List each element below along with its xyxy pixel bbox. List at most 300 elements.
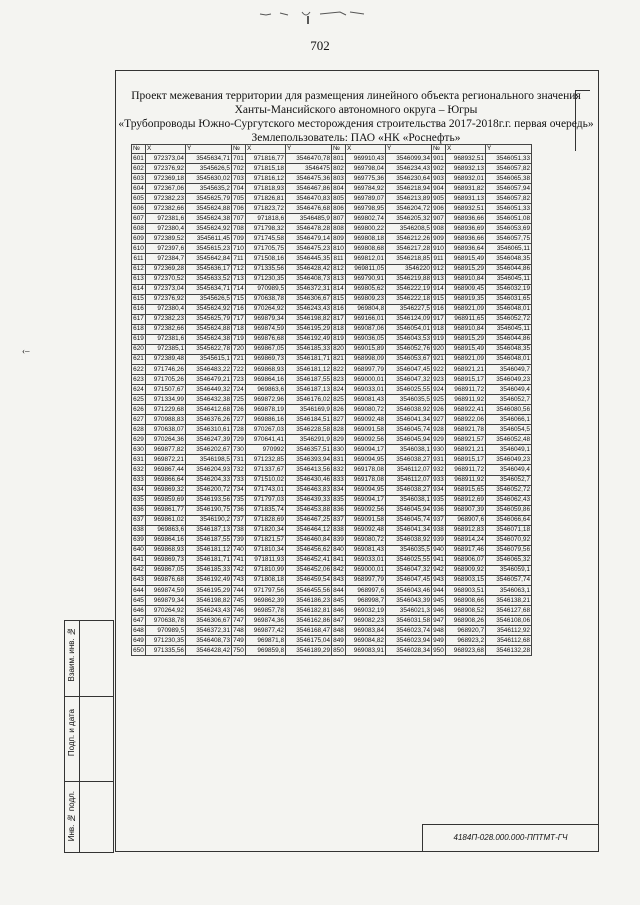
table-cell: 707 (232, 214, 246, 224)
table-cell: 606 (132, 204, 146, 214)
table-cell: 969859,69 (146, 495, 186, 505)
table-cell: 827 (332, 415, 346, 425)
table-cell: 3546187,13 (286, 385, 332, 395)
table-row (132, 465, 532, 475)
table-cell: 969083,91 (346, 646, 386, 656)
table-cell: 969868,93 (146, 545, 186, 555)
table-cell: 971811,93 (246, 555, 286, 565)
table-cell: 969861,77 (146, 505, 186, 515)
table-header-cell: X (346, 145, 386, 154)
table-cell: 968911,72 (446, 465, 486, 475)
table-cell: 925 (432, 395, 446, 405)
table-cell: 968906,07 (446, 555, 486, 565)
table-cell: 837 (332, 515, 346, 525)
table-cell: 969876,68 (246, 334, 286, 344)
table-cell: 3546065,38 (486, 174, 532, 184)
table-cell: 710 (232, 244, 246, 254)
table-cell: 939 (432, 535, 446, 545)
table-cell: 971826,81 (246, 194, 286, 204)
table-cell: 972382,66 (146, 204, 186, 214)
table-cell: 623 (132, 375, 146, 385)
table-cell: 737 (232, 515, 246, 525)
table-cell: 3545642,84 (186, 254, 232, 264)
table-cell: 969784,92 (346, 184, 386, 194)
table-cell: 909 (432, 234, 446, 244)
table-cell: 3546021,3 (386, 606, 432, 616)
table-row (132, 405, 532, 415)
table-cell: 719 (232, 334, 246, 344)
table-cell: 801 (332, 154, 346, 164)
table-cell: 947 (432, 616, 446, 626)
table-cell: 971232,85 (246, 455, 286, 465)
table-cell: 610 (132, 244, 146, 254)
table-header-cell: Y (286, 145, 332, 154)
table-row (132, 606, 532, 616)
table-cell: 839 (332, 535, 346, 545)
table-cell: 969789,07 (346, 194, 386, 204)
table-cell: 3546048,35 (486, 254, 532, 264)
table-row (132, 395, 532, 405)
table-cell: 632 (132, 465, 146, 475)
table-cell: 970992 (246, 445, 286, 455)
table-cell: 3546185,33 (186, 565, 232, 575)
table-row (132, 455, 532, 465)
table-cell: 3546059,1 (486, 565, 532, 575)
table-cell: 968908,66 (446, 596, 486, 606)
table-cell: 971705,75 (246, 244, 286, 254)
table-cell: 968912,69 (446, 495, 486, 505)
table-cell: 3546430,46 (286, 475, 332, 485)
table-cell: 3546217,28 (386, 244, 432, 254)
table-cell: 3546038,92 (386, 405, 432, 415)
header-line-4: Землепользователь: ПАО «НК «Роснефть» (251, 132, 461, 144)
table-row (132, 294, 532, 304)
table-row (132, 515, 532, 525)
table-cell: 721 (232, 354, 246, 364)
table-cell: 969864,16 (246, 375, 286, 385)
table-cell: 750 (232, 646, 246, 656)
table-cell: 3546112,07 (386, 475, 432, 485)
table-cell: 3546408,73 (286, 274, 332, 284)
table-cell: 969804,8 (346, 304, 386, 314)
table-cell: 969876,68 (146, 575, 186, 585)
table-cell: 928 (432, 425, 446, 435)
margin-mark: ‹– (22, 346, 30, 356)
table-cell: 648 (132, 626, 146, 636)
table-cell: 968997,79 (346, 364, 386, 374)
table-cell: 971510,02 (246, 475, 286, 485)
table-row (132, 354, 532, 364)
table-cell: 969092,56 (346, 505, 386, 515)
table-cell: 704 (232, 184, 246, 194)
table-cell: 3546187,55 (286, 375, 332, 385)
table-cell: 647 (132, 616, 146, 626)
table-cell: 814 (332, 284, 346, 294)
table-cell: 968923,68 (446, 646, 486, 656)
table-cell: 3546200,72 (186, 485, 232, 495)
table-cell: 969808,68 (346, 244, 386, 254)
table-cell: 644 (132, 586, 146, 596)
table-cell: 971229,68 (146, 405, 186, 415)
table-cell: 970638,07 (146, 425, 186, 435)
table-cell: 810 (332, 244, 346, 254)
table-row (132, 495, 532, 505)
scan-marks (250, 6, 380, 26)
table-cell: 969178,08 (346, 475, 386, 485)
table-cell: 702 (232, 164, 246, 174)
table-cell: 3546193,56 (186, 495, 232, 505)
table-cell: 3546070,92 (486, 535, 532, 545)
table-cell: 3546310,61 (186, 425, 232, 435)
table-cell: 739 (232, 535, 246, 545)
table-cell: 937 (432, 515, 446, 525)
table-cell: 3546198,82 (286, 314, 332, 324)
table-cell: 720 (232, 344, 246, 354)
table-cell: 968915,17 (446, 455, 486, 465)
table-header-cell: Y (186, 145, 232, 154)
table-cell: 626 (132, 405, 146, 415)
table-cell: 968931,13 (446, 194, 486, 204)
table-row (132, 274, 532, 284)
table-cell: 744 (232, 586, 246, 596)
table-row (132, 505, 532, 515)
table-cell: 727 (232, 415, 246, 425)
table-cell: 3546208,5 (386, 224, 432, 234)
table-cell: 826 (332, 405, 346, 415)
table-cell: 969877,42 (246, 626, 286, 636)
table-cell: 3546204,93 (186, 465, 232, 475)
table-cell: 915 (432, 294, 446, 304)
table-cell: 819 (332, 334, 346, 344)
table-cell: 3546053,69 (486, 224, 532, 234)
table-row (132, 324, 532, 334)
table-cell: 969091,58 (346, 425, 386, 435)
table-cell: 970989,5 (146, 626, 186, 636)
table-cell: 922 (432, 364, 446, 374)
table-cell: 3546052,76 (386, 344, 432, 354)
table-cell: 3546428,42 (286, 264, 332, 274)
table-cell: 906 (432, 204, 446, 214)
table-cell: 3546051,33 (486, 154, 532, 164)
table-cell: 3546227,5 (386, 304, 432, 314)
table-cell: 902 (432, 164, 446, 174)
table-cell: 969863,6 (146, 525, 186, 535)
table-cell: 933 (432, 475, 446, 485)
table-cell: 968997,6 (346, 586, 386, 596)
table-cell: 3545630,02 (186, 174, 232, 184)
table-cell: 969869,73 (246, 354, 286, 364)
table-cell: 972376,92 (146, 294, 186, 304)
table-cell: 969869,73 (146, 555, 186, 565)
table-cell: 971816,12 (246, 174, 286, 184)
table-cell: 3546045,11 (486, 324, 532, 334)
table-cell: 969877,82 (146, 445, 186, 455)
table-cell: 969033,01 (346, 555, 386, 565)
table-cell: 3546247,39 (186, 435, 232, 445)
table-cell: 968922,41 (446, 405, 486, 415)
table-cell: 3546485,9 (286, 214, 332, 224)
table-cell: 3546456,62 (286, 545, 332, 555)
table-cell: 971334,99 (146, 395, 186, 405)
table-header-cell: X (446, 145, 486, 154)
table-cell: 969802,74 (346, 214, 386, 224)
table-row (132, 425, 532, 435)
table-cell: 972389,52 (146, 234, 186, 244)
table-cell: 604 (132, 184, 146, 194)
table-cell: 970989,5 (246, 284, 286, 294)
table-cell: 3546453,88 (286, 505, 332, 515)
table-cell: 969864,16 (146, 535, 186, 545)
table-cell: 3546049,23 (486, 455, 532, 465)
table-cell: 3546052,72 (486, 485, 532, 495)
table-cell: 3546025,55 (386, 555, 432, 565)
table-cell: 971337,67 (246, 465, 286, 475)
table-cell: 3546025,55 (386, 385, 432, 395)
table-cell: 969084,82 (346, 636, 386, 646)
table-cell: 929 (432, 435, 446, 445)
table-cell: 3546044,86 (486, 334, 532, 344)
table-cell: 649 (132, 636, 146, 646)
table-cell: 3546038,27 (386, 485, 432, 495)
table-cell: 3546243,43 (186, 606, 232, 616)
table-cell: 968915,17 (446, 375, 486, 385)
table-cell: 849 (332, 636, 346, 646)
table-cell: 907 (432, 214, 446, 224)
table-cell: 3546112,07 (386, 465, 432, 475)
table-cell: 3546459,54 (286, 575, 332, 585)
table-cell: 3545624,38 (186, 334, 232, 344)
table-cell: 968914,24 (446, 535, 486, 545)
table-cell: 645 (132, 596, 146, 606)
table-row (132, 445, 532, 455)
table-header-cell: Y (486, 145, 532, 154)
table-cell: 971508,16 (246, 254, 286, 264)
table-cell: 3546181,12 (286, 364, 332, 374)
table-cell: 935 (432, 495, 446, 505)
table-cell: 968912,83 (446, 525, 486, 535)
table-cell: 3546432,38 (186, 395, 232, 405)
table-cell: 3546045,74 (386, 515, 432, 525)
table-cell: 3546219,88 (386, 274, 432, 284)
table-cell: 3546052,72 (486, 314, 532, 324)
table-cell: 709 (232, 234, 246, 244)
table-cell: 811 (332, 254, 346, 264)
table-cell: 969032,19 (346, 606, 386, 616)
table-header-cell: X (146, 145, 186, 154)
table-cell: 3546112,92 (486, 626, 532, 636)
table-cell: 638 (132, 525, 146, 535)
table-cell: 972380,4 (146, 304, 186, 314)
table-cell: 733 (232, 475, 246, 485)
table-cell: 969094,17 (346, 495, 386, 505)
table-cell: 971823,72 (246, 204, 286, 214)
table-cell: 3546176,02 (286, 395, 332, 405)
table-row (132, 194, 532, 204)
table-cell: 968998,7 (346, 596, 386, 606)
table-row (132, 435, 532, 445)
table-cell: 803 (332, 174, 346, 184)
table-cell: 605 (132, 194, 146, 204)
table-cell: 971835,74 (246, 505, 286, 515)
table-row (132, 254, 532, 264)
table-cell: 972367,06 (146, 184, 186, 194)
table-cell: 636 (132, 505, 146, 515)
table-cell: 969867,05 (246, 344, 286, 354)
table-row (132, 204, 532, 214)
table-cell: 3546393,94 (286, 455, 332, 465)
table-cell: 972380,4 (146, 224, 186, 234)
table-cell: 969866,64 (146, 475, 186, 485)
table-row (132, 164, 532, 174)
table-header-cell: X (246, 145, 286, 154)
table-cell: 708 (232, 224, 246, 234)
table-cell: 3546054,5 (486, 425, 532, 435)
table-header-cell: Y (386, 145, 432, 154)
table-cell: 624 (132, 385, 146, 395)
table-cell: 3546372,31 (286, 284, 332, 294)
table-header-row (132, 145, 532, 154)
table-cell: 968997,79 (346, 575, 386, 585)
table-cell: 3546023,74 (386, 626, 432, 636)
table-cell: 3546445,35 (286, 254, 332, 264)
table-cell: 971335,56 (246, 264, 286, 274)
table-cell: 3545615,23 (186, 244, 232, 254)
table-cell: 3546032,19 (486, 284, 532, 294)
table-cell: 712 (232, 264, 246, 274)
table-cell: 972376,92 (146, 164, 186, 174)
table-cell: 3546372,31 (186, 626, 232, 636)
table-cell: 3546049,4 (486, 385, 532, 395)
table-cell: 970638,78 (246, 294, 286, 304)
table-cell: 968911,92 (446, 475, 486, 485)
table-cell: 845 (332, 596, 346, 606)
table-cell: 816 (332, 304, 346, 314)
table-cell: 930 (432, 445, 446, 455)
table-cell: 972381,6 (146, 214, 186, 224)
table-cell: 970264,92 (146, 606, 186, 616)
table-cell: 634 (132, 485, 146, 495)
table-cell: 844 (332, 586, 346, 596)
table-cell: 969790,91 (346, 274, 386, 284)
table-cell: 969872,21 (146, 455, 186, 465)
table-cell: 968911,72 (446, 385, 486, 395)
table-cell: 942 (432, 565, 446, 575)
table-cell: 912 (432, 264, 446, 274)
table-cell: 718 (232, 324, 246, 334)
table-cell: 628 (132, 425, 146, 435)
table-row (132, 415, 532, 425)
table-cell: 3546047,45 (386, 575, 432, 585)
table-cell: 3546190,2 (186, 515, 232, 525)
table-row (132, 636, 532, 646)
table-cell: 3545624,88 (186, 324, 232, 334)
table-cell: 3546186,23 (286, 596, 332, 606)
table-cell: 3546184,51 (286, 415, 332, 425)
table-row (132, 264, 532, 274)
table-cell: 3546195,29 (186, 586, 232, 596)
table-cell: 842 (332, 565, 346, 575)
table-cell: 614 (132, 284, 146, 294)
table-cell: 968921,21 (446, 445, 486, 455)
table-cell: 3546065,11 (486, 244, 532, 254)
table-cell: 971745,58 (246, 234, 286, 244)
table-cell: 969080,72 (346, 405, 386, 415)
table-cell: 629 (132, 435, 146, 445)
table-row (132, 154, 532, 164)
header-line-1: Проект межевания территории для размещения линейного объекта регионального значения (131, 90, 581, 102)
table-cell: 616 (132, 304, 146, 314)
table-cell: 969809,23 (346, 294, 386, 304)
table-cell: 3546464,12 (286, 525, 332, 535)
table-cell: 3545635,2 (186, 184, 232, 194)
table-cell: 911 (432, 254, 446, 264)
table-cell: 918 (432, 324, 446, 334)
table-cell: 3546175,04 (286, 636, 332, 646)
table-cell: 746 (232, 606, 246, 616)
table-cell: 968932,51 (446, 204, 486, 214)
table-cell: 3546059,86 (486, 505, 532, 515)
table-cell: 841 (332, 555, 346, 565)
table-cell: 968915,49 (446, 344, 486, 354)
table-cell: 3546479,21 (186, 375, 232, 385)
table-cell: 3546190,75 (186, 505, 232, 515)
table-cell: 969857,78 (246, 606, 286, 616)
table-cell: 635 (132, 495, 146, 505)
table-cell: 715 (232, 294, 246, 304)
table-cell: 812 (332, 264, 346, 274)
table-cell: 3546483,22 (186, 364, 232, 374)
table-cell: 732 (232, 465, 246, 475)
table-cell: 3546478,28 (286, 224, 332, 234)
table-cell: 603 (132, 174, 146, 184)
table-cell: 834 (332, 485, 346, 495)
table-cell: 3546052,7 (486, 475, 532, 485)
table-cell: 972384,7 (146, 254, 186, 264)
table-cell: 3546049,23 (486, 375, 532, 385)
table-cell: 627 (132, 415, 146, 425)
table-cell: 706 (232, 204, 246, 214)
table-cell: 3546112,68 (486, 636, 532, 646)
table-cell: 968923,2 (446, 636, 486, 646)
table-cell: 969083,84 (346, 626, 386, 636)
table-cell: 969081,43 (346, 395, 386, 405)
table-cell: 970264,92 (246, 304, 286, 314)
table-cell: 968921,78 (446, 425, 486, 435)
table-cell: 3546038,1 (386, 495, 432, 505)
table-cell: 969798,04 (346, 164, 386, 174)
table-cell: 927 (432, 415, 446, 425)
table-cell: 637 (132, 515, 146, 525)
table-cell: 3546234,43 (386, 164, 432, 174)
table-cell: 3546449,32 (186, 385, 232, 395)
table-cell: 3546470,83 (286, 194, 332, 204)
table-cell: 742 (232, 565, 246, 575)
table-cell: 3546198,82 (186, 596, 232, 606)
table-cell: 969775,36 (346, 174, 386, 184)
table-cell: 805 (332, 194, 346, 204)
table-cell: 940 (432, 545, 446, 555)
table-cell: 728 (232, 425, 246, 435)
table-cell: 3546475,36 (286, 174, 332, 184)
table-cell: 726 (232, 405, 246, 415)
table-header-cell: № (332, 145, 346, 154)
table-cell: 969910,43 (346, 154, 386, 164)
table-cell: 3545622,78 (186, 344, 232, 354)
table-cell: 969867,44 (146, 465, 186, 475)
table-cell: 3546220 (386, 264, 432, 274)
table-cell: 910 (432, 244, 446, 254)
table-cell: 3546181,12 (186, 545, 232, 555)
